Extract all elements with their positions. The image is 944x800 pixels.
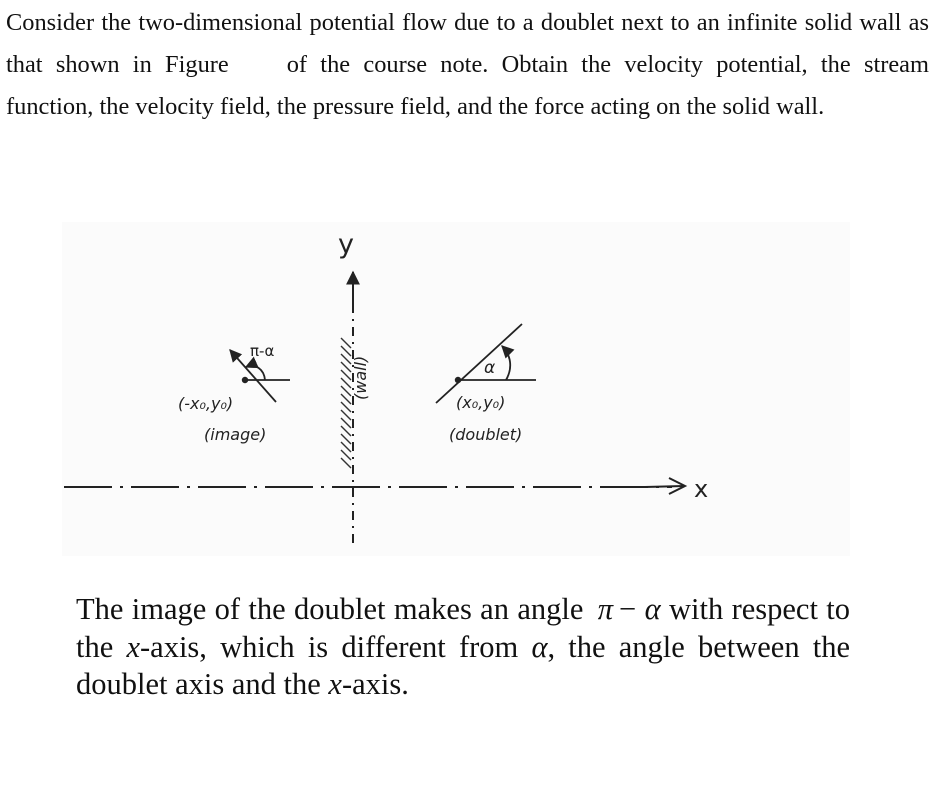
caption-text-4: , the angle between the doublet axis and the xyxy=(76,629,851,701)
doublet xyxy=(436,324,536,444)
doublet-point-icon xyxy=(455,377,461,383)
doublet-coordinates-label: (x₀,y₀) xyxy=(456,393,506,412)
caption-x-variable: x xyxy=(126,629,140,664)
caption-alpha-symbol-second: α xyxy=(531,629,548,664)
figure-caption xyxy=(76,591,850,704)
caption-alpha-symbol: α xyxy=(644,592,661,626)
caption-text-3: -axis, which is different from xyxy=(140,629,519,664)
image-doublet xyxy=(178,342,290,444)
wall-hatching-icon xyxy=(341,338,351,468)
problem-text-rest: of the course note. Obtain the velocity potential, the stream function, the velocity field, the pressure field, and the force acting on the solid wall. xyxy=(6,51,929,120)
caption-text-1: The image of the doublet makes an angle xyxy=(76,592,584,626)
doublet-angle-arc-icon xyxy=(502,346,510,380)
doublet-label: (doublet) xyxy=(449,425,523,444)
caption-text-2: with respect to the xyxy=(76,592,851,664)
caption-x-variable-second: x xyxy=(328,667,342,701)
doublet-wall-figure xyxy=(62,222,850,556)
figure-sketch xyxy=(62,222,850,556)
caption-text-5: -axis. xyxy=(341,667,409,701)
caption-pi-symbol: π xyxy=(597,592,614,626)
wall-label: (wall) xyxy=(351,355,370,400)
caption-minus-sign: − xyxy=(619,592,637,626)
image-label: (image) xyxy=(204,425,267,444)
doublet-angle-label: α xyxy=(484,358,496,378)
image-point-icon xyxy=(242,377,248,383)
x-axis-arrow-icon xyxy=(645,478,685,494)
problem-text-start: Consider the two-dimensional potential flow due to a doublet next to an infinite solid wall as that shown in Figure xyxy=(6,9,929,78)
x-axis-label: x xyxy=(694,475,709,503)
image-angle-label: π-α xyxy=(250,342,275,360)
image-coordinates-label: (-x₀,y₀) xyxy=(178,394,234,413)
problem-statement xyxy=(6,2,929,128)
y-axis-label: y xyxy=(338,229,354,260)
doublet-axis-line xyxy=(436,324,522,403)
